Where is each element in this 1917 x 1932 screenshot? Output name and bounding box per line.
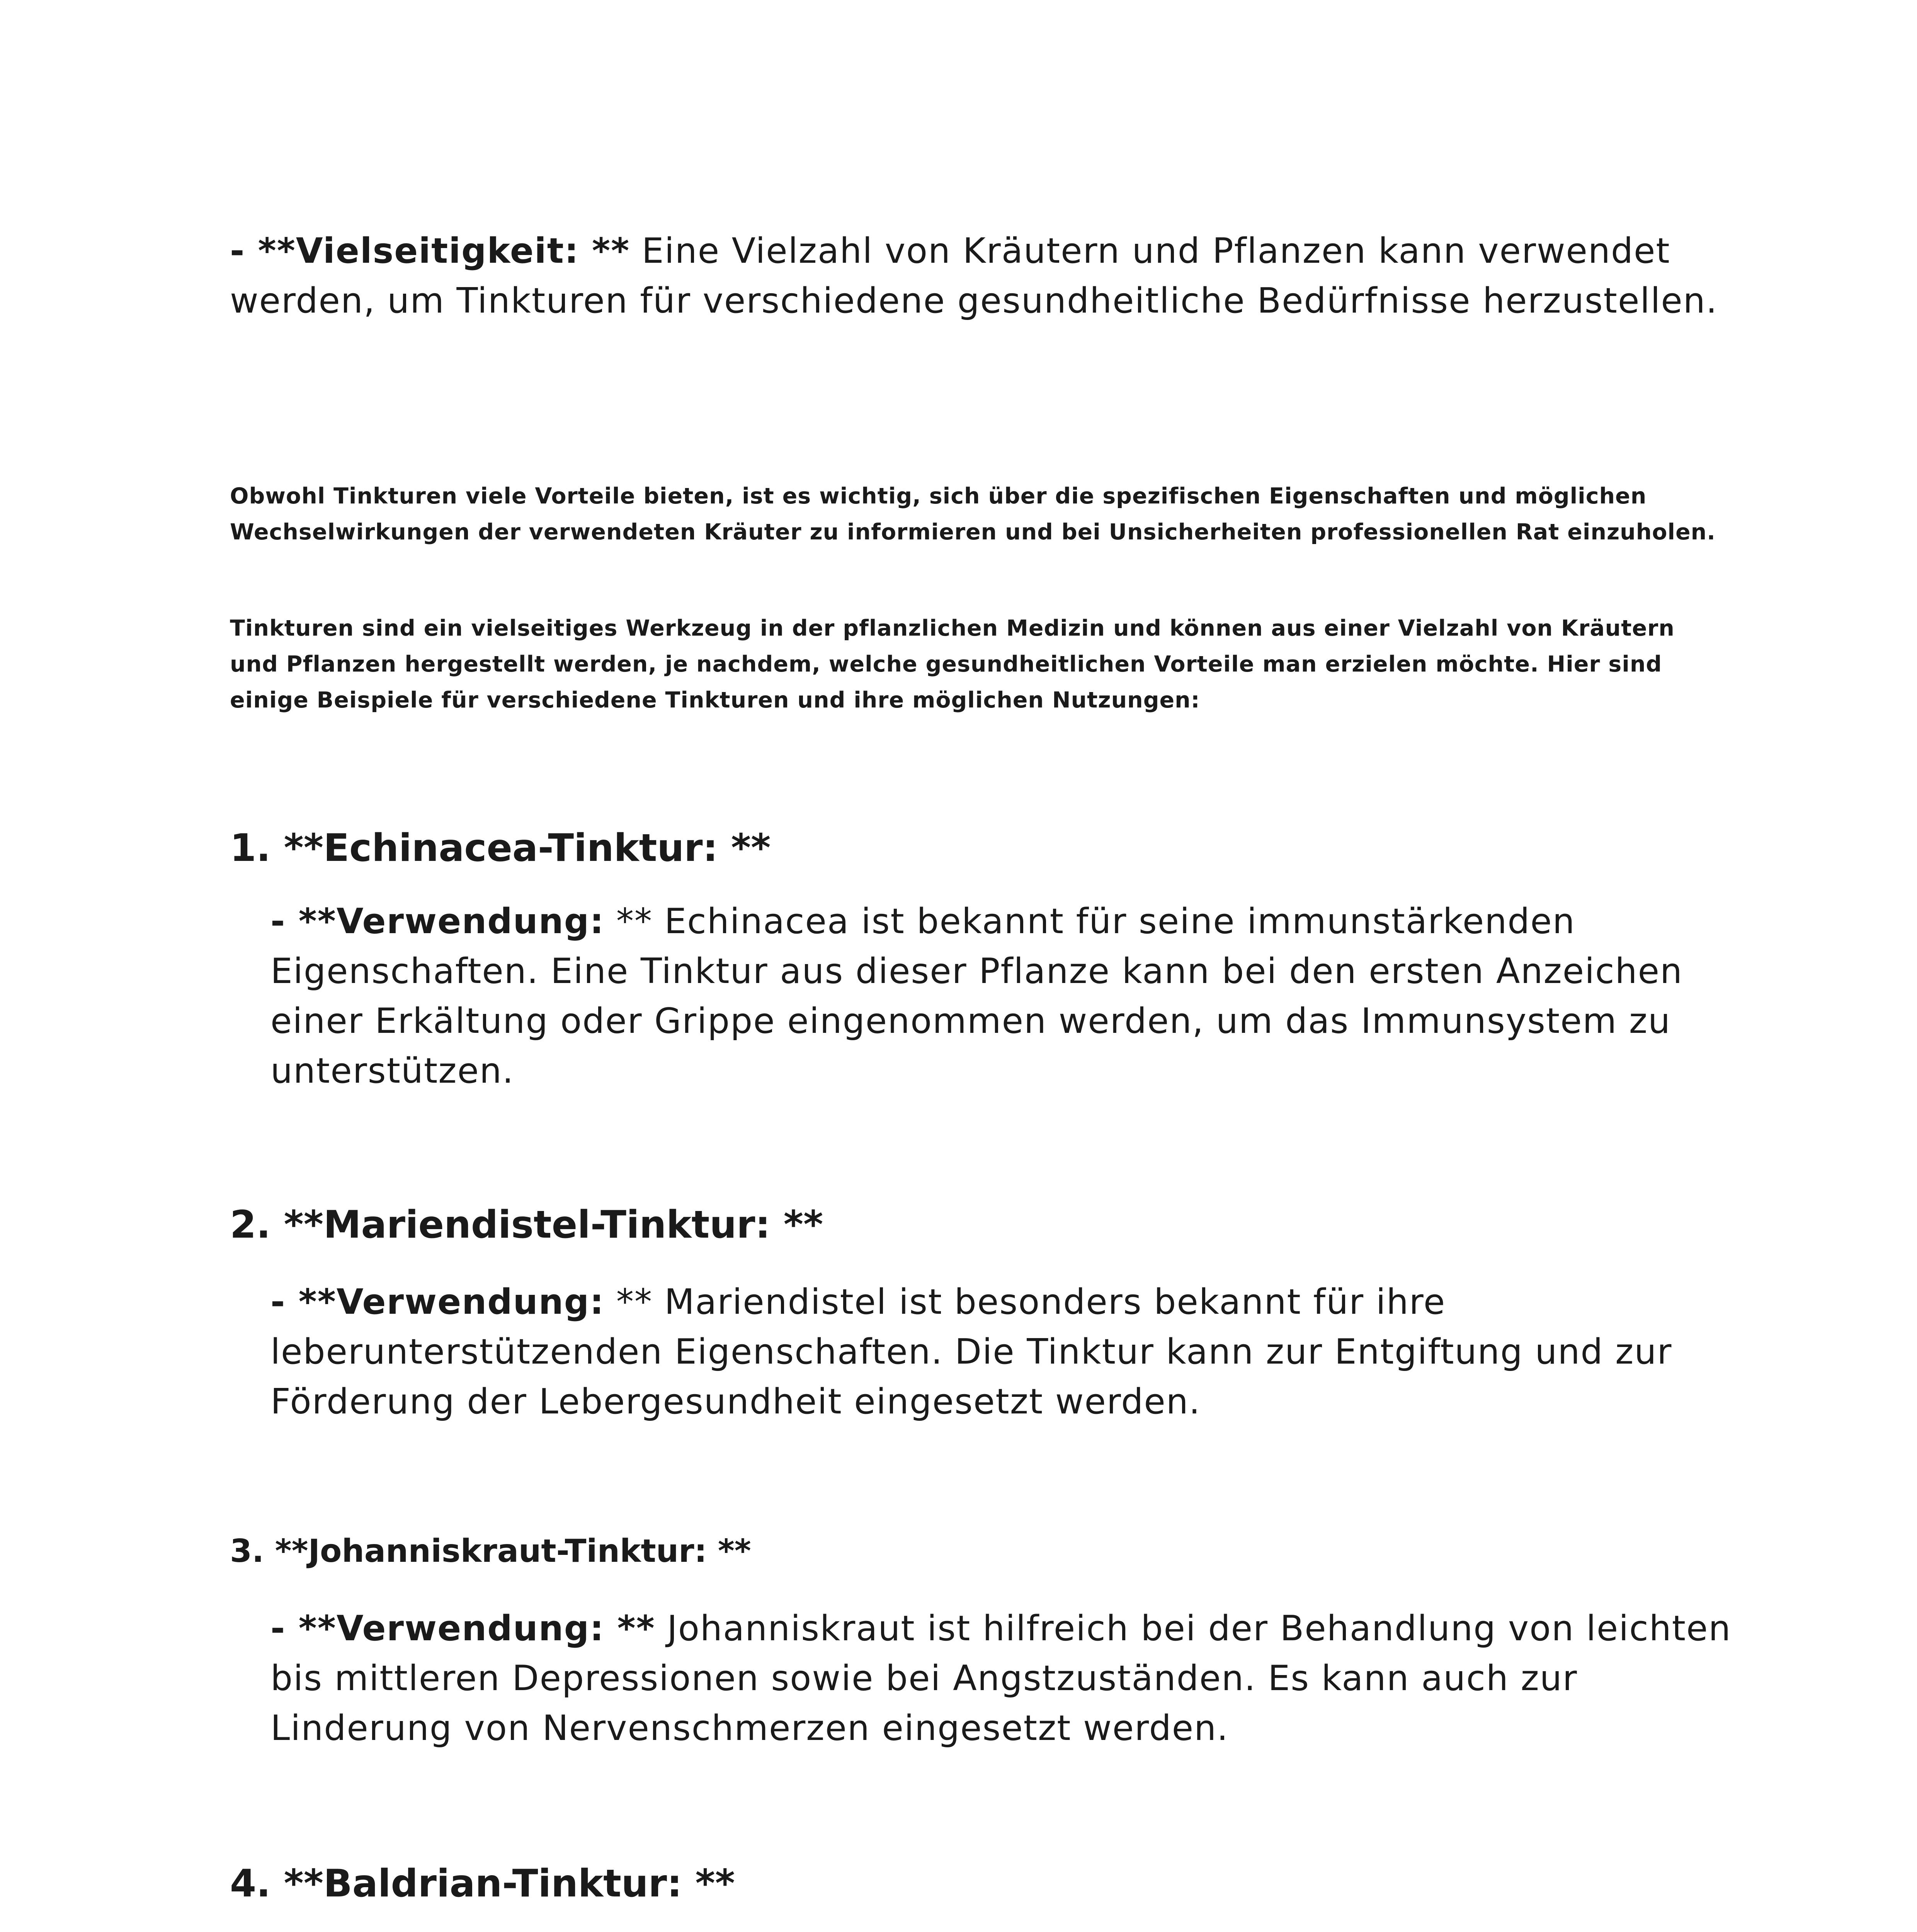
intro-paragraph: Tinkturen sind ein vielseitiges Werkzeug in der pflanzlichen Medizin und können aus einer Vielzahl von Kräutern und Pflanzen hergestellt werden, je nachdem, welche gesundheitlichen Vorteile man erzielen möchte. Hier sind einige Beispiele für verschiedene Tinkturen und ihre möglichen Nutzungen: xyxy=(230,616,1675,713)
section-body-johanniskraut xyxy=(230,1604,1766,1753)
intro-item-text: Eine Vielzahl von Kräutern und Pflanzen kann verwendet werden, um Tinkturen für verschiedene gesundheitliche Bedürfnisse herzustellen. xyxy=(230,231,1718,321)
usage-label-suffix: ** xyxy=(604,1282,653,1322)
usage-label: - **Verwendung: xyxy=(270,1282,605,1322)
usage-text: Echinacea ist bekannt für seine immunstärkenden Eigenschaften. Eine Tinktur aus dieser Pflanze kann bei den ersten Anzeichen einer Erkältung oder Grippe eingenommen werden, um das Immunsystem zu unterstützen. xyxy=(270,901,1683,1091)
usage-text: Mariendistel ist besonders bekannt für ihre leberunterstützenden Eigenschaften. Die Tinktur kann zur Entgiftung und zur Förderung der Lebergesundheit eingesetzt werden. xyxy=(270,1282,1672,1422)
intro-list-item xyxy=(230,226,1725,326)
usage-label: - **Verwendung: ** xyxy=(270,1608,655,1649)
usage-label-suffix: ** xyxy=(604,901,653,942)
notice-paragraph: Obwohl Tinkturen viele Vorteile bieten, ist es wichtig, sich über die spezifischen Eigenschaften und möglichen Wechselwirkungen der verwendeten Kräuter zu informieren und bei Unsicherheiten professionellen Rat einzuholen. xyxy=(230,483,1716,545)
intro-item-label: - **Vielseitigkeit: ** xyxy=(230,231,630,271)
section-body-mariendistel xyxy=(230,1277,1766,1427)
usage-text: Johanniskraut ist hilfreich bei der Behandlung von leichten bis mittleren Depressionen sowie bei Angstzuständen. Es kann auch zur Linderung von Nervenschmerzen eingesetzt werden. xyxy=(270,1608,1732,1748)
section-heading-johanniskraut: 3. **Johanniskraut-Tinktur: ** xyxy=(230,1533,751,1570)
section-heading-baldrian: 4. **Baldrian-Tinktur: ** xyxy=(230,1862,735,1906)
usage-label: - **Verwendung: xyxy=(270,901,605,942)
section-heading-echinacea: 1. **Echinacea-Tinktur: ** xyxy=(230,826,771,870)
section-body-echinacea xyxy=(230,896,1766,1096)
section-heading-mariendistel: 2. **Mariendistel-Tinktur: ** xyxy=(230,1203,823,1247)
